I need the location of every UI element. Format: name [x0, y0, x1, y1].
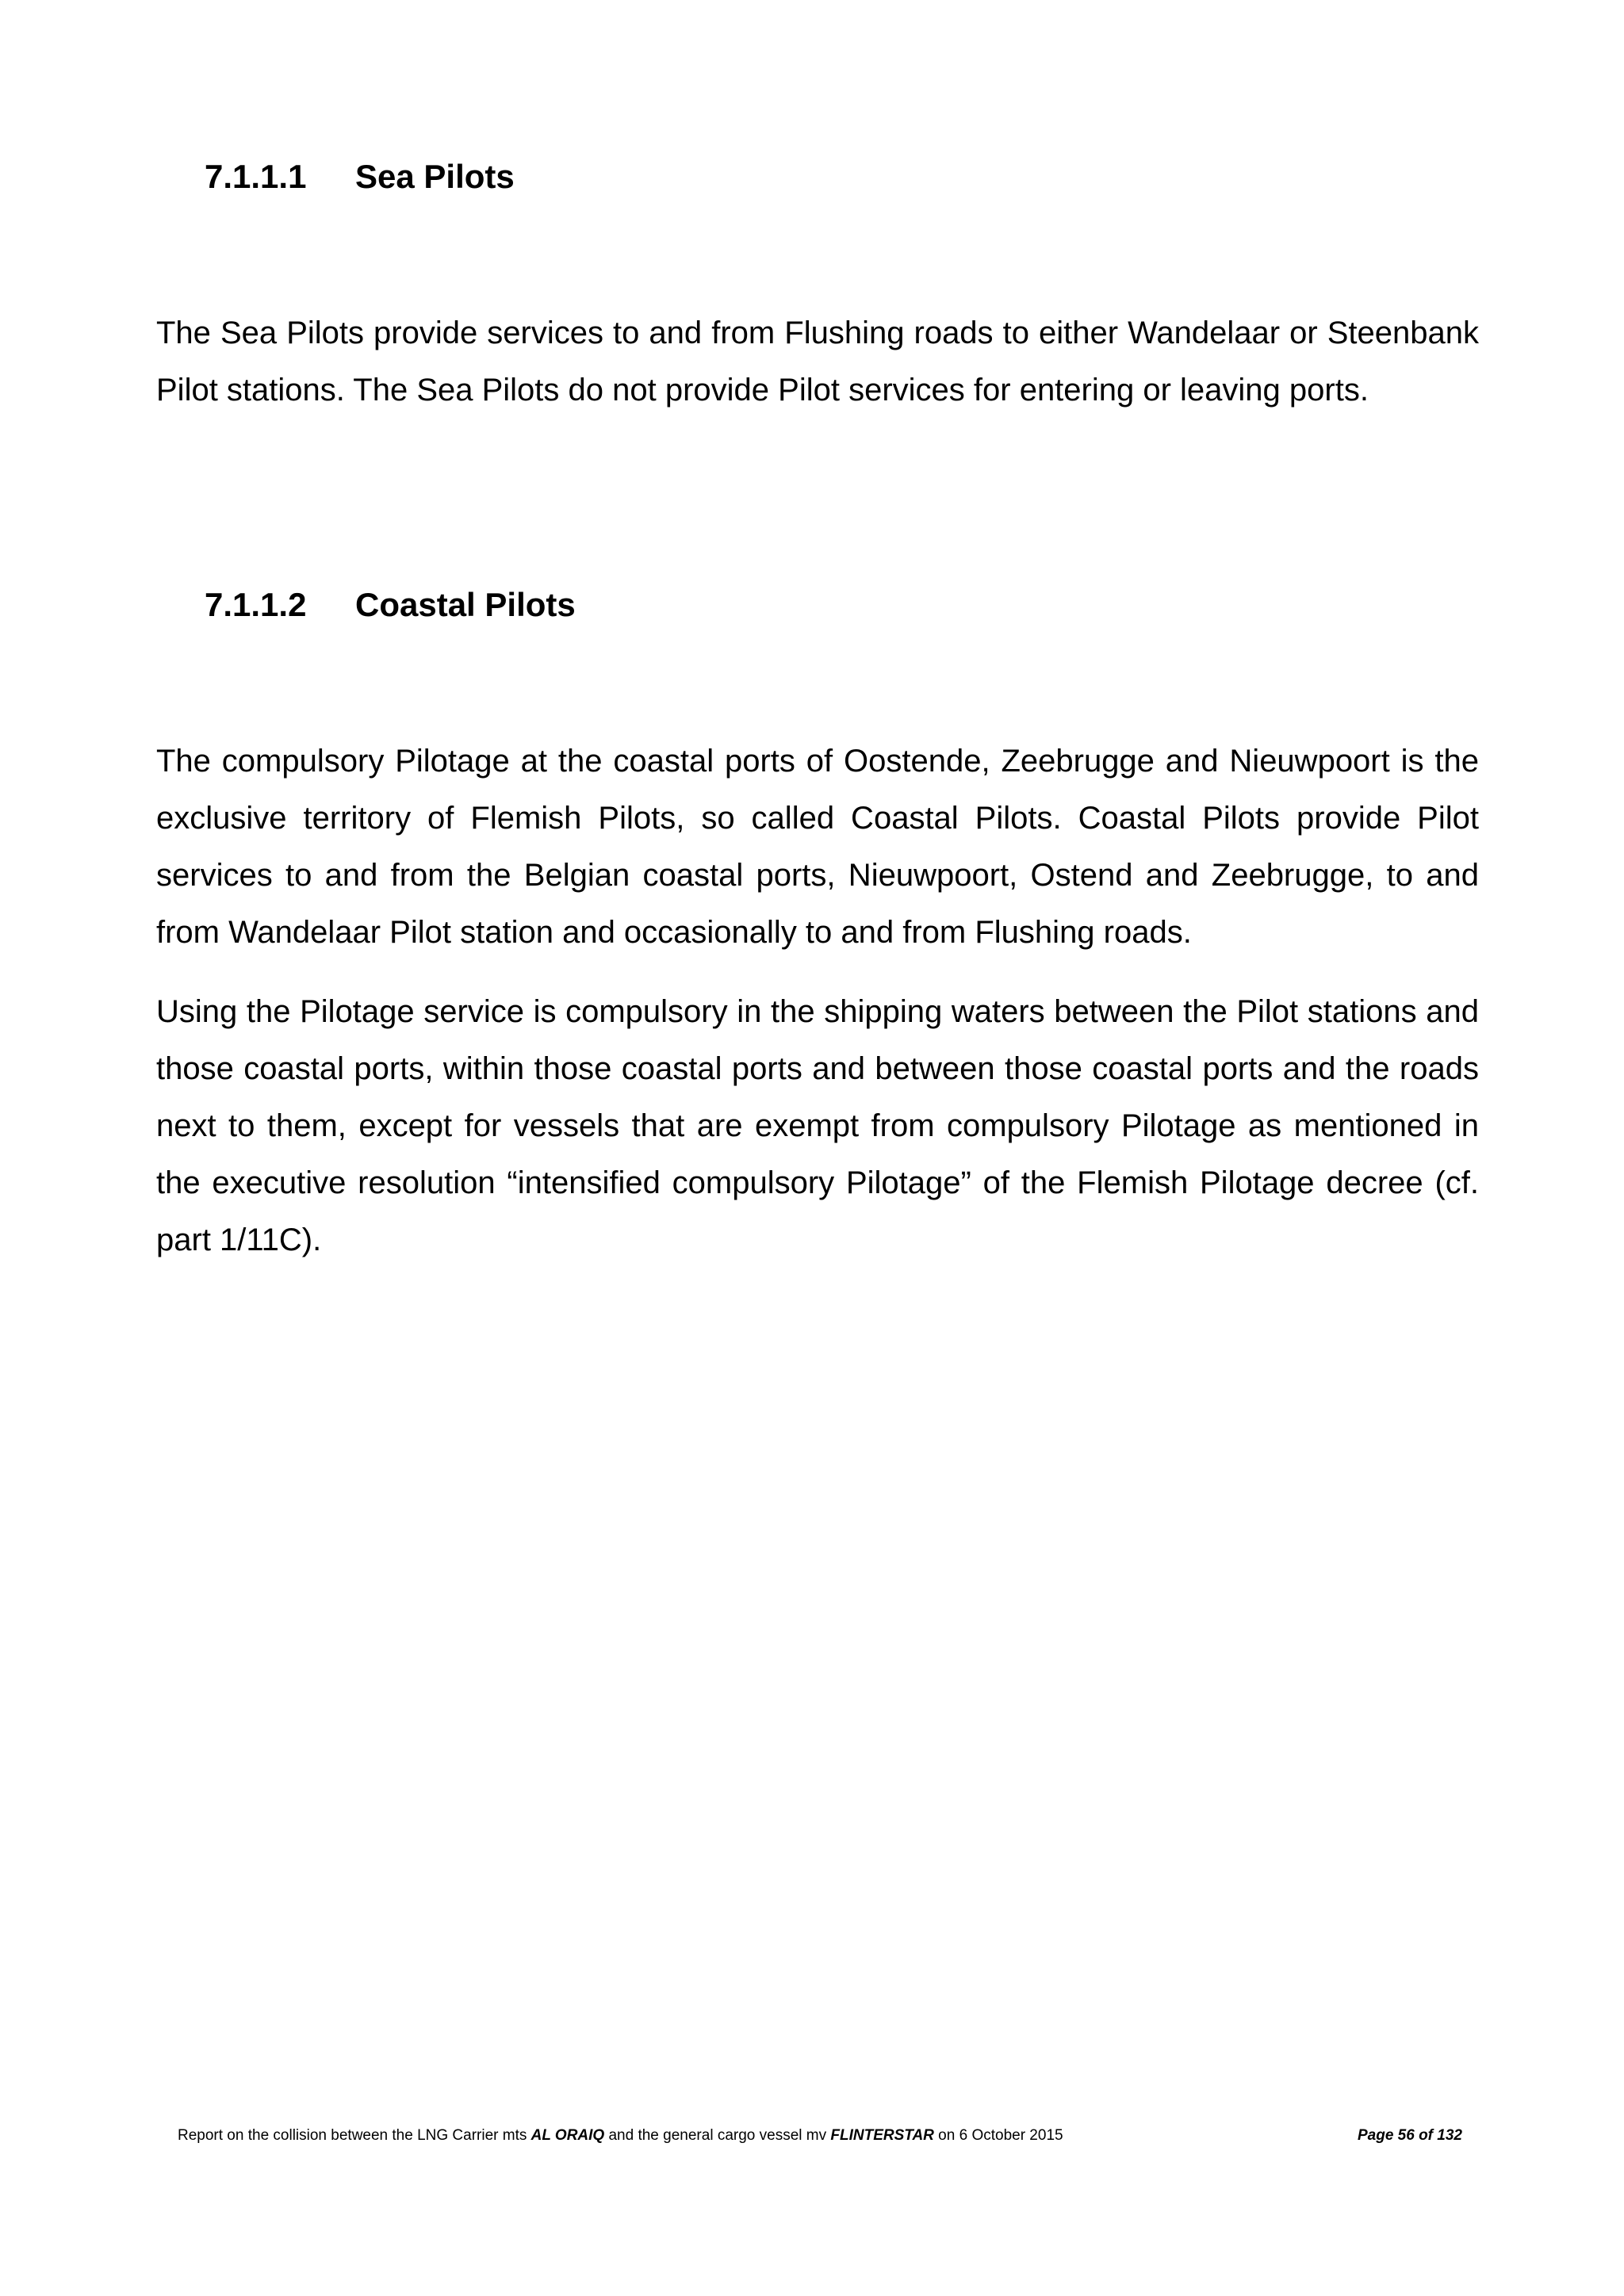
- section-number: 7.1.1.2: [205, 586, 307, 623]
- vessel-name: AL ORAIQ: [530, 2127, 605, 2144]
- section-title: Sea Pilots: [355, 158, 515, 195]
- page-footer: [178, 2124, 1462, 2148]
- section-heading-coastal-pilots: [205, 585, 576, 625]
- footer-report-title: Report on the collision between the LNG Carrier mts AL ORAIQ and the general cargo vessel mv FLINTERSTAR on 6 October 2015: [178, 2127, 1063, 2144]
- section-body-sea-pilots: [156, 304, 1479, 419]
- section-heading-sea-pilots: [205, 157, 515, 197]
- vessel-name: FLINTERSTAR: [830, 2127, 934, 2144]
- paragraph: Using the Pilotage service is compulsory in the shipping waters between the Pilot stations and those coastal ports, within those coastal ports and between those coastal ports and the roads next to them, except for vessels that are exempt from compulsory Pilotage as mentioned in the executive resolution “intensified compulsory Pilotage” of the Flemish Pilotage decree (cf. part 1/11C).: [156, 994, 1479, 1257]
- section-body-coastal-pilots: [156, 733, 1479, 1269]
- paragraph: The compulsory Pilotage at the coastal ports of Oostende, Zeebrugge and Nieuwpoort is the exclusive territory of Flemish Pilots, so called Coastal Pilots. Coastal Pilots provide Pilot services to and from the Belgian coastal ports, Nieuwpoort, Ostend and Zeebrugge, to and from Wandelaar Pilot station and occasionally to and from Flushing roads.: [156, 744, 1479, 950]
- page-number: Page 56 of 132: [1357, 2127, 1462, 2144]
- section-number: 7.1.1.1: [205, 158, 307, 195]
- section-title: Coastal Pilots: [355, 586, 576, 623]
- paragraph: The Sea Pilots provide services to and from Flushing roads to either Wandelaar or Steenbank Pilot stations. The Sea Pilots do not provide Pilot services for entering or leaving ports.: [156, 316, 1479, 408]
